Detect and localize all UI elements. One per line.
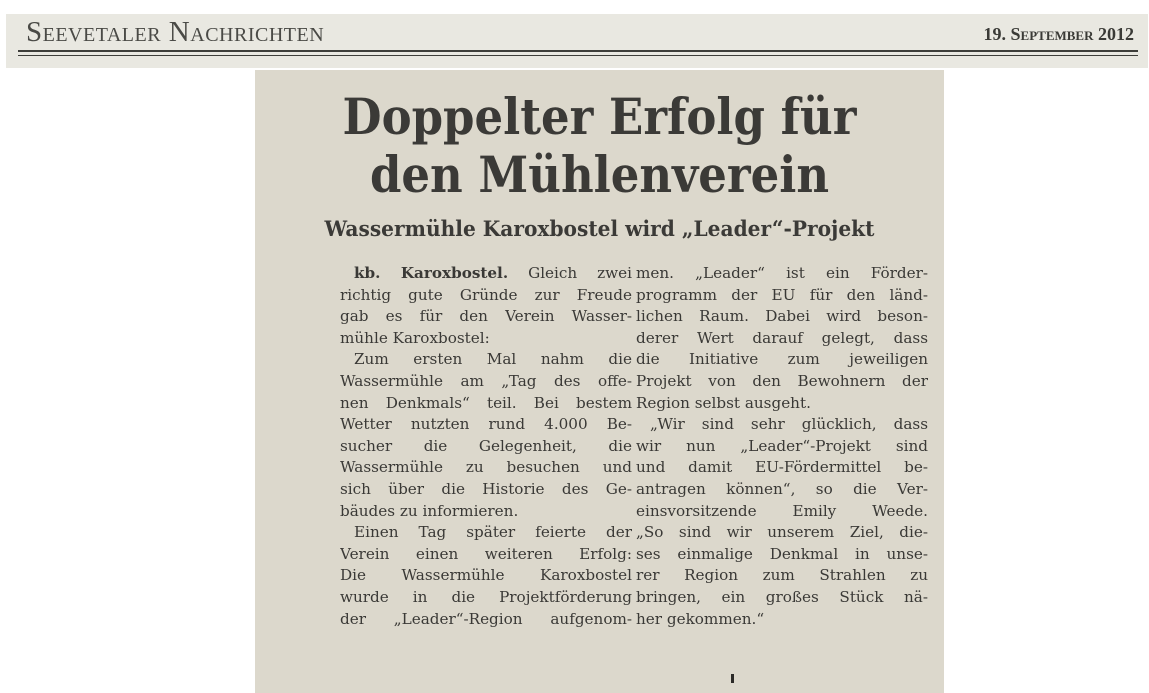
column-line: derer Wert darauf gelegt, dass bbox=[636, 328, 928, 347]
column-line: men. „Leader“ ist ein Förder- bbox=[636, 264, 928, 282]
article-headline bbox=[289, 88, 909, 204]
issue-date: 19. September 2012 bbox=[983, 24, 1134, 44]
column-line: mühle Karoxbostel: bbox=[340, 328, 490, 347]
newspaper-name: Seevetaler Nachrichten bbox=[26, 16, 325, 48]
ink-mark bbox=[731, 674, 734, 683]
masthead-rule-thin bbox=[18, 55, 1138, 56]
column-line: Die Wassermühle Karoxbostel bbox=[340, 566, 632, 585]
column-line: bringen, ein großes Stück nä- bbox=[636, 587, 928, 606]
column-line: Wassermühle zu besuchen und bbox=[340, 458, 632, 477]
column-line: Einen Tag später feierte der bbox=[354, 523, 632, 542]
masthead-rule bbox=[18, 50, 1138, 52]
column-line: Verein einen weiteren Erfolg: bbox=[340, 544, 632, 563]
column-line: Projekt von den Bewohnern der bbox=[636, 371, 928, 390]
column-line: Wassermühle am „Tag des offe- bbox=[340, 371, 632, 390]
article-clipping bbox=[255, 70, 944, 693]
column-line: Wetter nutzten rund 4.000 Be- bbox=[340, 415, 632, 434]
article-column-right bbox=[636, 263, 928, 630]
article-column-left bbox=[340, 263, 632, 630]
column-line: sich über die Historie des Ge- bbox=[340, 479, 632, 498]
column-line: Region selbst ausgeht. bbox=[636, 393, 811, 412]
column-line: gab es für den Verein Wasser- bbox=[340, 307, 632, 326]
column-line: bäudes zu informieren. bbox=[340, 501, 519, 520]
article-subheadline: Wassermühle Karoxbostel wird „Leader“-Projekt bbox=[324, 216, 875, 241]
headline-line-2: den Mühlenverein bbox=[369, 145, 830, 204]
newspaper-masthead bbox=[6, 14, 1148, 68]
column-line: her gekommen.“ bbox=[636, 609, 765, 628]
column-line: einsvorsitzende Emily Weede. bbox=[636, 501, 928, 520]
column-line: nen Denkmals“ teil. Bei bestem bbox=[340, 393, 632, 412]
column-line: „So sind wir unserem Ziel, die- bbox=[636, 523, 928, 542]
article-dateline: kb. Karoxbostel. bbox=[354, 264, 509, 282]
column-line: Zum ersten Mal nahm die bbox=[354, 350, 632, 369]
column-line: wir nun „Leader“-Projekt sind bbox=[636, 436, 928, 455]
column-line: sucher die Gelegenheit, die bbox=[340, 436, 632, 455]
column-line: programm der EU für den länd- bbox=[636, 285, 928, 304]
headline-line-1: Doppelter Erfolg für bbox=[342, 87, 857, 146]
column-line: antragen können“, so die Ver- bbox=[636, 479, 928, 498]
column-line: und damit EU-Fördermittel be- bbox=[636, 458, 928, 477]
column-line: „Wir sind sehr glücklich, dass bbox=[650, 415, 928, 434]
column-line: wurde in die Projektförderung bbox=[340, 587, 632, 606]
column-line: ses einmalige Denkmal in unse- bbox=[636, 544, 928, 563]
column-line: die Initiative zum jeweiligen bbox=[636, 350, 928, 369]
column-line: der „Leader“-Region aufgenom- bbox=[340, 609, 632, 628]
column-line: kb. Karoxbostel. Gleich zwei bbox=[354, 264, 632, 282]
column-line: richtig gute Gründe zur Freude bbox=[340, 285, 632, 304]
column-line: rer Region zum Strahlen zu bbox=[636, 566, 928, 585]
column-line: lichen Raum. Dabei wird beson- bbox=[636, 307, 928, 326]
